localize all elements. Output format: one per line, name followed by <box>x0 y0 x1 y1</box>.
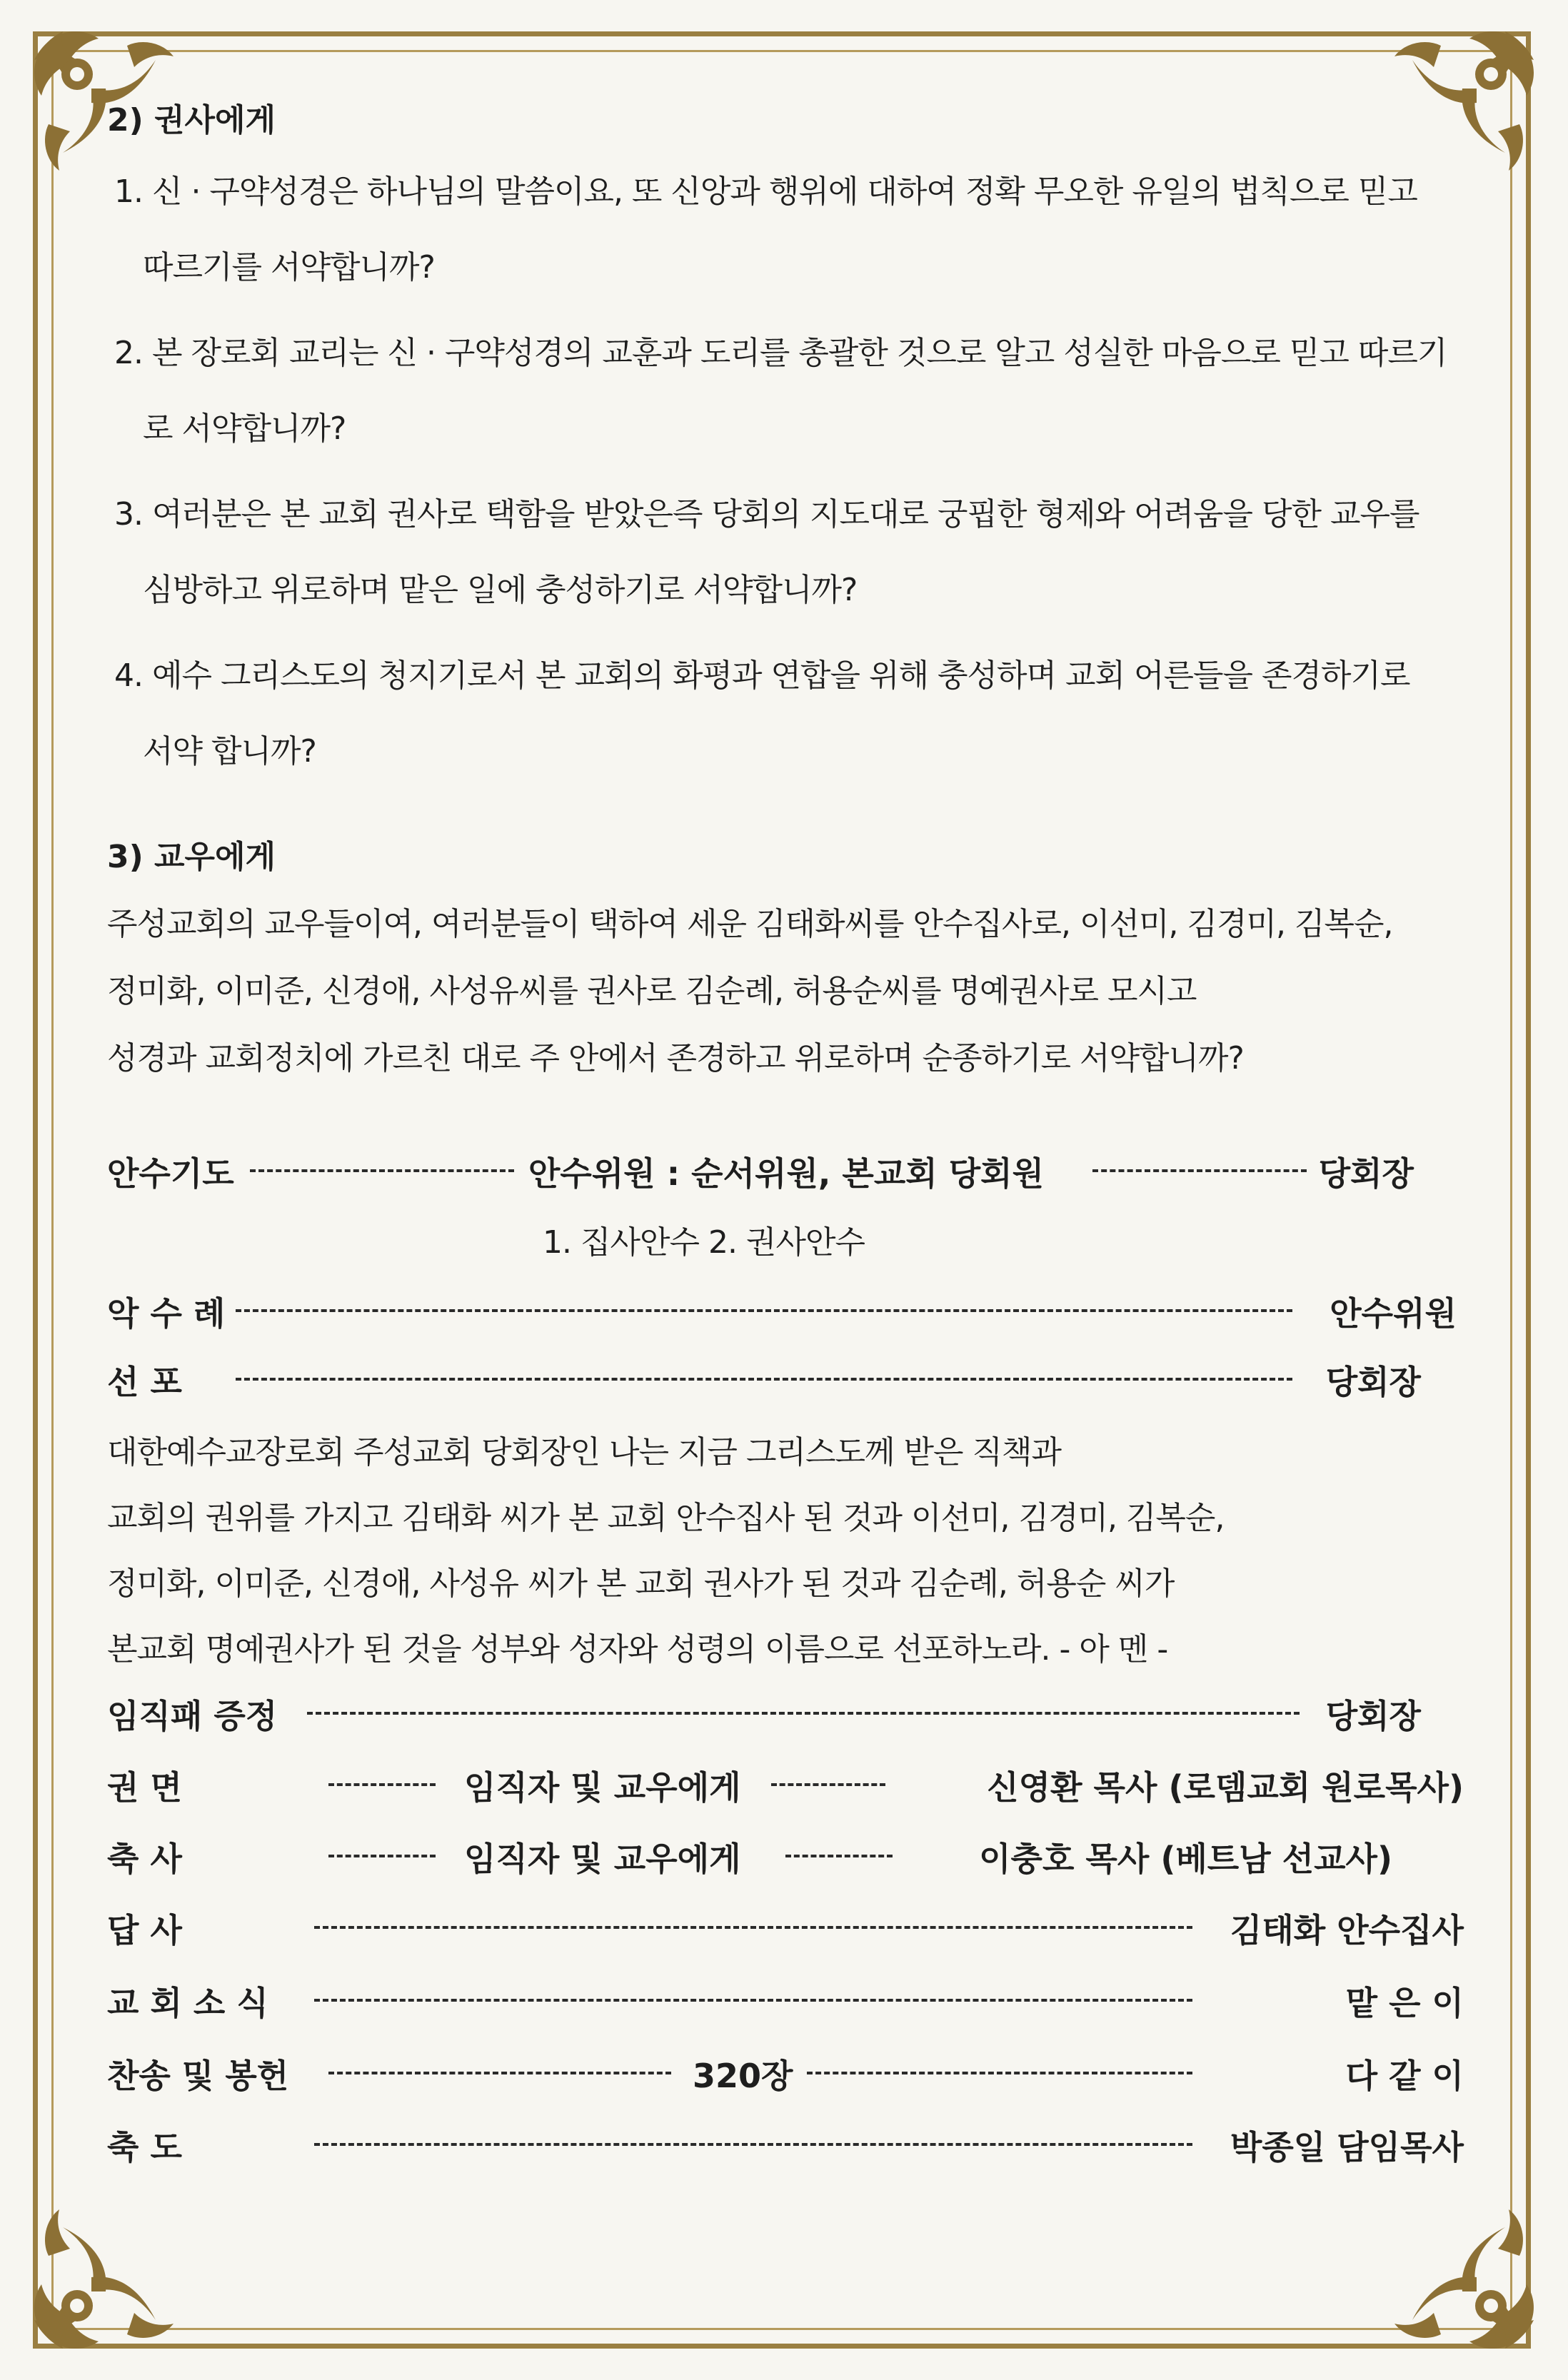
leader-dashes <box>771 1783 885 1786</box>
section3-line: 정미화, 이미준, 신경애, 사성유씨를 권사로 김순례, 허용순씨를 명예권사로 모시고 <box>107 973 1197 1009</box>
corner-ornament-icon <box>1370 2184 1548 2363</box>
vow-item-2: 2. 본 장로회 교리는 신 · 구약성경의 교훈과 도리를 총괄한 것으로 알고 성실한 마음으로 믿고 따르기 <box>114 335 1447 371</box>
corner-ornament-icon <box>20 2184 198 2363</box>
leader-dashes <box>328 2072 671 2074</box>
program-label: 선 포 <box>107 1363 182 1401</box>
program-right: 박종일 담임목사 <box>1230 2128 1464 2167</box>
leader-dashes <box>328 1855 436 1857</box>
vow-item-2-cont: 로 서약합니까? <box>143 410 346 447</box>
program-right: 신영환 목사 (로뎀교회 원로목사) <box>987 1768 1464 1807</box>
program-hymn <box>107 2050 1464 2093</box>
leader-dashes <box>785 1855 893 1857</box>
section2-title: 2) 권사에게 <box>107 102 276 138</box>
program-right: 안수위원 <box>1330 1294 1457 1333</box>
program-label: 답 사 <box>107 1911 182 1950</box>
program-label: 교 회 소 식 <box>107 1984 268 2022</box>
proclamation-text: 대한예수교장로회 주성교회 당회장인 나는 지금 그리스도께 받은 직책과 <box>107 1434 1062 1471</box>
program-exhortation <box>107 1762 1464 1805</box>
program-news <box>107 1977 1464 2020</box>
proclamation-text: 본교회 명예권사가 된 것을 성부와 성자와 성령의 이름으로 선포하노라. - 아 멘 - <box>107 1631 1168 1668</box>
program-right: 다 같 이 <box>1345 2057 1464 2095</box>
vow-item-4-cont: 서약 합니까? <box>143 733 316 770</box>
leader-dashes <box>307 1712 1300 1715</box>
program-right: 맡 은 이 <box>1345 1984 1464 2022</box>
program-benediction <box>107 2122 1464 2167</box>
program-label: 축 도 <box>107 2128 182 2167</box>
program-proclamation <box>107 1356 1464 1399</box>
leader-dashes <box>250 1169 514 1172</box>
proclamation-text: 정미화, 이미준, 신경애, 사성유 씨가 본 교회 권사가 된 것과 김순례, 허용순 씨가 <box>107 1565 1175 1602</box>
leader-dashes <box>1092 1169 1307 1172</box>
leader-dashes <box>314 1926 1192 1929</box>
program-label: 축 사 <box>107 1840 182 1878</box>
program-middle: 320장 <box>693 2057 793 2095</box>
program-right: 당회장 <box>1318 1154 1414 1193</box>
leader-dashes <box>328 1783 436 1786</box>
program-label: 권 면 <box>107 1768 182 1807</box>
program-middle: 임직자 및 교우에게 <box>464 1768 741 1807</box>
program-congrats <box>107 1833 1464 1876</box>
leader-dashes <box>314 1999 1192 2002</box>
program-label: 임직패 증정 <box>107 1697 278 1735</box>
program-label: 안수기도 <box>107 1154 234 1193</box>
program-reply <box>107 1905 1464 1950</box>
program-right: 당회장 <box>1325 1363 1421 1401</box>
vow-item-1-cont: 따르기를 서약합니까? <box>143 249 435 286</box>
program-right: 당회장 <box>1325 1697 1421 1735</box>
program-middle: 임직자 및 교우에게 <box>464 1840 741 1878</box>
program-handshake <box>107 1288 1464 1331</box>
program-label: 찬송 및 봉헌 <box>107 2057 289 2095</box>
section3-line: 주성교회의 교우들이여, 여러분들이 택하여 세운 김태화씨를 안수집사로, 이선미, 김경미, 김복순, <box>107 906 1393 942</box>
vow-item-3: 3. 여러분은 본 교회 권사로 택함을 받았은즉 당회의 지도대로 궁핍한 형제와 어려움을 당한 교우를 <box>114 496 1419 533</box>
vow-item-4: 4. 예수 그리스도의 청지기로서 본 교회의 화평과 연합을 위해 충성하며 교회 어른들을 존경하기로 <box>114 657 1410 694</box>
vow-item-3-cont: 심방하고 위로하며 맡은 일에 충성하기로 서약합니까? <box>143 572 858 608</box>
program-label: 악 수 례 <box>107 1294 226 1333</box>
laying-sub-items: 1. 집사안수 2. 권사안수 <box>543 1224 865 1261</box>
program-middle: 안수위원 : 순서위원, 본교회 당회원 <box>528 1154 1045 1193</box>
leader-dashes <box>807 2072 1192 2074</box>
leader-dashes <box>314 2143 1192 2146</box>
leader-dashes <box>236 1309 1292 1312</box>
program-laying-prayer <box>107 1148 1464 1191</box>
program-right: 김태화 안수집사 <box>1230 1911 1464 1950</box>
vow-item-1: 1. 신 · 구약성경은 하나님의 말씀이요, 또 신앙과 행위에 대하여 정확 무오한 유일의 법칙으로 믿고 <box>114 173 1417 210</box>
section3-title: 3) 교우에게 <box>107 839 276 875</box>
program-plaque <box>107 1690 1464 1733</box>
leader-dashes <box>236 1378 1292 1381</box>
proclamation-text: 교회의 권위를 가지고 김태화 씨가 본 교회 안수집사 된 것과 이선미, 김경미, 김복순, <box>107 1500 1225 1536</box>
program-right: 이충호 목사 (베트남 선교사) <box>979 1840 1392 1878</box>
section3-line: 성경과 교회정치에 가르친 대로 주 안에서 존경하고 위로하며 순종하기로 서약합니까? <box>107 1040 1244 1076</box>
